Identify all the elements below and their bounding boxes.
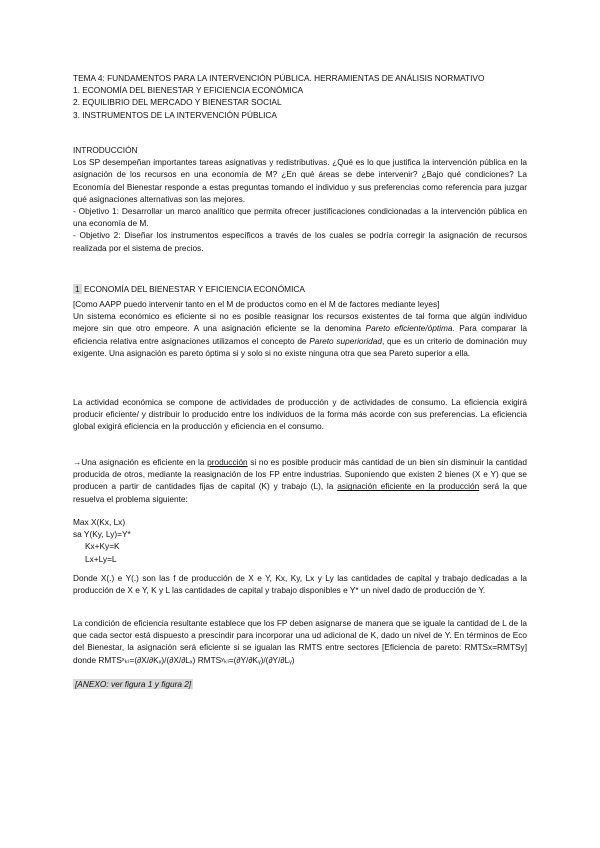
section-bracket-note: [Como AAPP puedo intervenir tanto en el M de productos como en el M de factores mediante leyes] (73, 299, 440, 309)
math-line-1: Max X(Kx, Lx) (73, 517, 126, 527)
production-paragraph: →Una asignación es eficiente en la producción si no es posible producir más cantidad de un bien sin disminuir la cantidad producida de otros, mediante la reasignación de los FP entre industrias. Suponiendo que existen 2 bienes (X e Y) que se producen a partir de cantidades fijas de capital (K) y trabajo (L), la asignación eficiente en la producción será la que resuelva el problema siguiente: (73, 457, 528, 504)
math-line-4: Lx+Ly=L (85, 553, 117, 564)
math-line-2: sa Y(Ky, Ly)=Y* (73, 529, 131, 540)
document-header (73, 72, 527, 121)
document-title: TEMA 4: FUNDAMENTOS PARA LA INTERVENCIÓN PÚBLICA. HERRAMIENTAS DE ANÁLISIS NORMATIVO (73, 73, 485, 83)
pareto-paragraph: Un sistema económico es eficiente si no es posible reasignar los recursos existentes de tal forma que algún individuo mejore sin que otro empeore. A una asignación eficiente se la denomina Pareto eficiente/óptima. Para comparar la eficiencia relativa entre asignaciones utilizamos el concepto de Pareto superioridad, que es un criterio de dominación muy exigente. Una asignación es pareto óptima si y solo si no existe ninguna otra que sea Pareto superior a ella. (73, 311, 528, 358)
toc-item-2: 2. EQUILIBRIO DEL MERCADO Y BIENESTAR SOCIAL (73, 97, 282, 108)
section-title: ECONOMÍA DEL BIENESTAR Y EFICIENCIA ECONÓMICA (83, 284, 305, 294)
activity-paragraph: La actividad económica se compone de actividades de producción y de actividades de consumo. La eficiencia exigirá producir eficiente/ y distribuir lo producido entre los individuos de la forma más acorde con sus preferencias. La eficiencia global exigirá eficiencia en la producción y eficiencia en el consumo. (73, 397, 527, 432)
introduction-section (73, 144, 527, 254)
objective-2: - Objetivo 2: Diseñar los instrumentos específicos a través de los cuales se podría corregir la asignación de recursos realizada por el sistema de precios. (73, 230, 527, 253)
section-1-heading (73, 283, 527, 295)
objective-1: - Objetivo 1: Desarrollar un marco analítico que permita ofrecer justificaciones condicionadas a la intervención pública en una economía de M. (73, 206, 527, 229)
toc-item-3: 3. INSTRUMENTOS DE LA INTERVENCIÓN PÚBLICA (73, 109, 277, 120)
toc-item-1: 1. ECONOMÍA DEL BIENESTAR Y EFICIENCIA ECONÓMICA (73, 85, 304, 96)
annex-note: [ANEXO: ver figura 1 y figura 2] (75, 679, 192, 689)
section-number: 1 (75, 284, 80, 294)
intro-heading: INTRODUCCIÓN (73, 145, 138, 155)
optimization-problem (73, 516, 527, 565)
math-line-3: Kx+Ky=K (85, 541, 120, 552)
intro-paragraph: Los SP desempeñan importantes tareas asignativas y redistributivas. ¿Qué es lo que justifica la intervención pública en la asignación de los recursos en una economía de M? ¿En qué áreas se debe intervenir? ¿Bajo qué condiciones? La Economía del Bienestar responde a estas preguntas tomando el individuo y sus preferencias como referencia para juzgar qué asignaciones alternativas son las mejores. (73, 157, 527, 204)
definitions-paragraph: Donde X(.) e Y(.) son las f de producción de X e Y, Kx, Ky, Lx y Ly las cantidades de capital y trabajo dedicadas a la producción de X e Y, K y L las cantidades de capital y trabajo disponibles e Y* un nivel dado de producción de Y. (73, 573, 527, 596)
efficiency-condition-paragraph: La condición de eficiencia resultante establece que los FP deben asignarse de manera que se iguale la cantidad de L de la que cada sector está dispuesto a prescindir para incorporar una ud adicional de K, dado un nivel de Y. En términos de Eco del Bienestar, la asignación será eficiente si se igualan las RMTS entre sectores [Eficiencia de pareto: RMTSx=RMTSy] donde RMTSˣₖₗ=(∂X/∂Kₓ)/(∂X/∂Lₓ) RMTSʸₖₗ=(∂Y/∂Kᵧ)/(∂Y/∂Lᵧ) (73, 618, 527, 665)
section-1-intro (73, 298, 527, 359)
